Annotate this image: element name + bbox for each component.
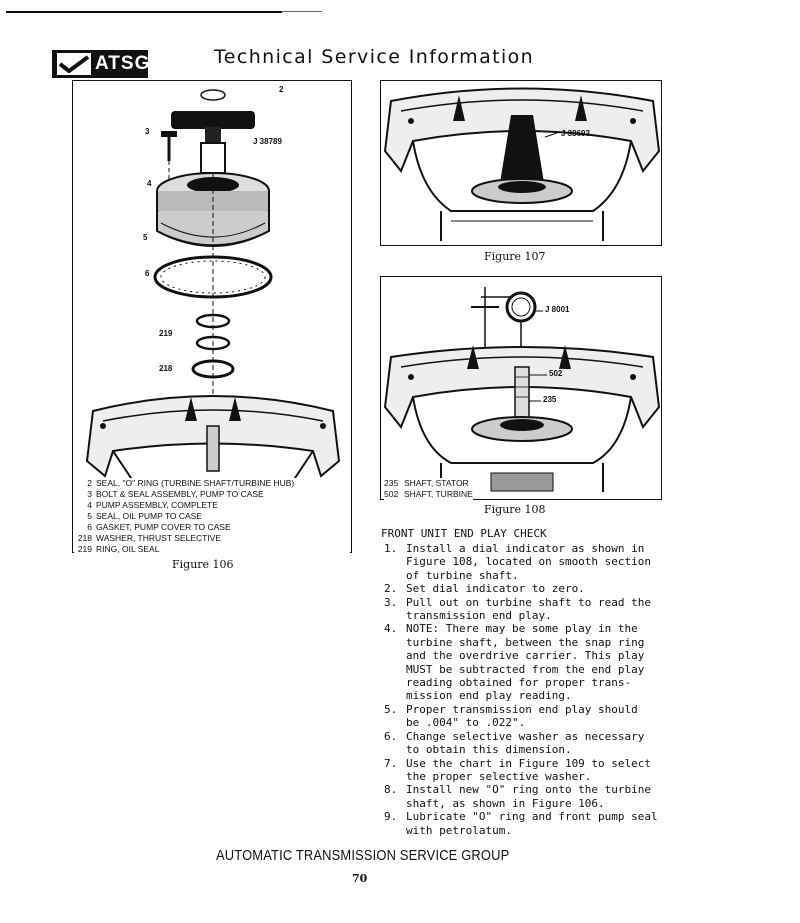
list-item: 5. Proper transmission end play should be .004" to .022". — [384, 702, 638, 730]
figure-108-illustration — [380, 276, 662, 500]
legend-row: 235 SHAFT, STATOR — [384, 478, 469, 488]
list-item: 4. NOTE: There may be some play in the turbine shaft, between the snap ring and the overdrive carrier. This play MUST be subtracted from the end play reading obtained for proper trans- mission end play reading. — [384, 622, 645, 703]
legend-row: 3 BOLT & SEAL ASSEMBLY, PUMP TO CASE — [87, 489, 264, 499]
figure-107-caption: Figure 107 — [484, 250, 546, 263]
list-item: 3. Pull out on turbine shaft to read the transmission end play. — [384, 595, 652, 623]
page-title: Technical Service Information — [214, 46, 535, 68]
callout-235: 235 — [543, 395, 557, 404]
legend-row: 4 PUMP ASSEMBLY, COMPLETE — [87, 500, 218, 510]
callout-219: 219 — [159, 329, 173, 338]
callout-3: 3 — [145, 127, 150, 136]
callout-6: 6 — [145, 269, 150, 278]
legend-row: 219 RING, OIL SEAL — [77, 544, 160, 554]
checkmark-icon — [57, 53, 91, 75]
callout-j38693: J 38693 — [561, 129, 590, 138]
callout-4: 4 — [147, 179, 152, 188]
figure-106-legend — [74, 478, 350, 555]
list-item: 1. Install a dial indicator as shown in Figure 108, located on smooth section of turbine shaft. — [384, 542, 652, 582]
callout-218: 218 — [159, 364, 173, 373]
legend-row: 2 SEAL, "O" RING (TURBINE SHAFT/TURBINE HUB) — [87, 478, 295, 488]
legend-row: 6 GASKET, PUMP COVER TO CASE — [87, 522, 231, 532]
figure-108-legend — [384, 478, 473, 500]
callout-j38789: J 38789 — [253, 137, 282, 146]
figure-108-caption: Figure 108 — [484, 503, 546, 516]
list-item: 7. Use the chart in Figure 109 to select the proper selective washer. — [384, 756, 652, 783]
atsg-logo — [52, 50, 151, 78]
list-item: 2. Set dial indicator to zero. — [384, 582, 585, 596]
legend-row: 5 SEAL, OIL PUMP TO CASE — [87, 511, 202, 521]
section-heading: FRONT UNIT END PLAY CHECK — [381, 527, 547, 540]
top-rule — [6, 11, 282, 13]
top-rule-thin — [282, 11, 322, 12]
logo-text: ATSG — [95, 53, 151, 74]
footer-organization: AUTOMATIC TRANSMISSION SERVICE GROUP — [216, 847, 510, 864]
callout-2: 2 — [279, 85, 284, 94]
procedure-steps — [384, 542, 684, 837]
figure-106-caption: Figure 106 — [172, 558, 234, 571]
list-item: 9. Lubricate "O" ring and front pump seal with petrolatum. — [384, 810, 658, 837]
list-item: 8. Install new "O" ring onto the turbine shaft, as shown in Figure 106. — [384, 783, 652, 810]
page-number: 70 — [352, 872, 368, 885]
callout-j8001: J 8001 — [545, 305, 570, 314]
legend-row: 502 SHAFT, TURBINE — [384, 489, 473, 499]
legend-row: 218 WASHER, THRUST SELECTIVE — [77, 533, 222, 543]
callout-5: 5 — [143, 233, 148, 242]
list-item: 6. Change selective washer as necessary to obtain this dimension. — [384, 729, 645, 757]
figure-107-illustration — [380, 80, 662, 246]
callout-502: 502 — [549, 369, 563, 378]
